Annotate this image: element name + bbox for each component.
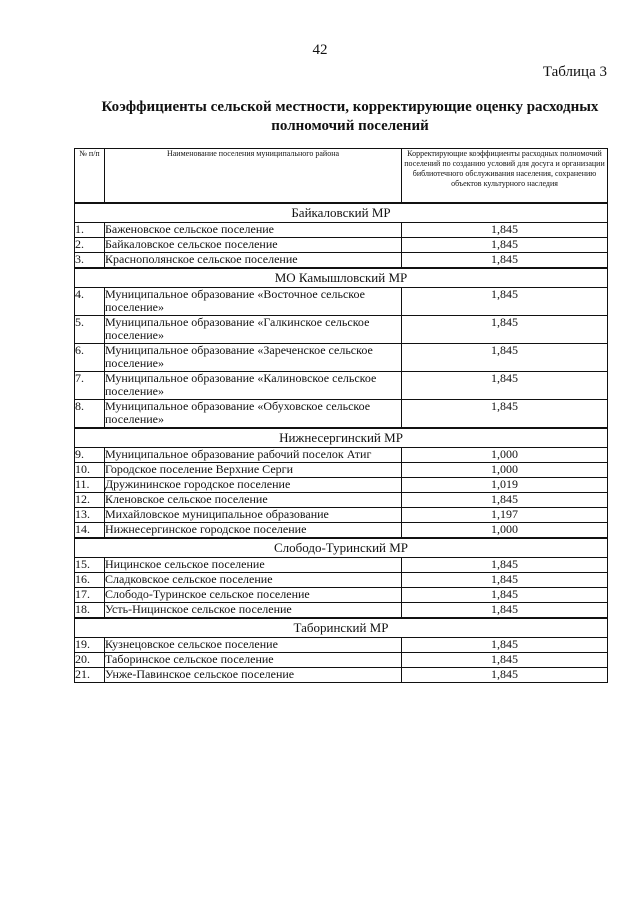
settlement-name: Дружининское городское поселение	[105, 477, 402, 492]
table-row	[75, 252, 608, 268]
row-number: 1.	[75, 222, 105, 237]
table-row	[75, 222, 608, 237]
table-row	[75, 667, 608, 682]
settlement-name: Муниципальное образование «Калиновское сельское поселение»	[105, 371, 402, 399]
coefficient-value: 1,845	[402, 252, 608, 268]
table-row	[75, 602, 608, 618]
group-name: МО Камышловский МР	[75, 268, 608, 288]
settlement-name: Михайловское муниципальное образование	[105, 507, 402, 522]
row-number: 8.	[75, 399, 105, 428]
row-number: 4.	[75, 287, 105, 315]
row-number: 7.	[75, 371, 105, 399]
group-name: Таборинский МР	[75, 618, 608, 638]
group-row	[75, 268, 608, 288]
settlement-name: Муниципальное образование «Зареченское сельское поселение»	[105, 343, 402, 371]
table-row	[75, 371, 608, 399]
coefficient-value: 1,845	[402, 222, 608, 237]
group-row	[75, 428, 608, 448]
coefficient-value: 1,845	[402, 587, 608, 602]
group-row	[75, 538, 608, 558]
page-number: 42	[312, 42, 328, 58]
header-name: Наименование поселения муниципального района	[105, 149, 402, 203]
table-row	[75, 652, 608, 667]
table-row	[75, 343, 608, 371]
coefficient-value: 1,845	[402, 652, 608, 667]
settlement-name: Унже-Павинское сельское поселение	[105, 667, 402, 682]
coefficient-value: 1,845	[402, 557, 608, 572]
coefficient-value: 1,845	[402, 371, 608, 399]
row-number: 3.	[75, 252, 105, 268]
row-number: 6.	[75, 343, 105, 371]
coefficient-value: 1,845	[402, 343, 608, 371]
coefficient-value: 1,845	[402, 237, 608, 252]
settlement-name: Городское поселение Верхние Серги	[105, 462, 402, 477]
coefficient-value: 1,000	[402, 462, 608, 477]
table-header-row	[75, 149, 608, 203]
table-row	[75, 477, 608, 492]
row-number: 12.	[75, 492, 105, 507]
table-body	[75, 203, 608, 683]
table-row	[75, 557, 608, 572]
settlement-name: Слободо-Туринское сельское поселение	[105, 587, 402, 602]
table-row	[75, 399, 608, 428]
row-number: 20.	[75, 652, 105, 667]
settlement-name: Сладковское сельское поселение	[105, 572, 402, 587]
coefficient-value: 1,019	[402, 477, 608, 492]
row-number: 16.	[75, 572, 105, 587]
row-number: 9.	[75, 447, 105, 462]
settlement-name: Муниципальное образование «Восточное сельское поселение»	[105, 287, 402, 315]
row-number: 11.	[75, 477, 105, 492]
table-label: Таблица 3	[542, 64, 607, 80]
coefficient-value: 1,845	[402, 399, 608, 428]
coefficient-value: 1,845	[402, 572, 608, 587]
coefficient-value: 1,845	[402, 287, 608, 315]
settlement-name: Байкаловское сельское поселение	[105, 237, 402, 252]
settlement-name: Кленовское сельское поселение	[105, 492, 402, 507]
row-number: 17.	[75, 587, 105, 602]
table-row	[75, 287, 608, 315]
coefficient-value: 1,197	[402, 507, 608, 522]
table-row	[75, 637, 608, 652]
table-row	[75, 507, 608, 522]
row-number: 5.	[75, 315, 105, 343]
group-row	[75, 203, 608, 223]
group-row	[75, 618, 608, 638]
header-num: № п/п	[75, 149, 105, 203]
row-number: 18.	[75, 602, 105, 618]
table-row	[75, 587, 608, 602]
coefficient-value: 1,000	[402, 522, 608, 538]
row-number: 13.	[75, 507, 105, 522]
settlement-name: Ницинское сельское поселение	[105, 557, 402, 572]
settlement-name: Краснополянское сельское поселение	[105, 252, 402, 268]
table-row	[75, 315, 608, 343]
group-name: Слободо-Туринский МР	[75, 538, 608, 558]
row-number: 10.	[75, 462, 105, 477]
coefficients-table	[74, 148, 608, 683]
row-number: 14.	[75, 522, 105, 538]
coefficient-value: 1,845	[402, 667, 608, 682]
table-row	[75, 237, 608, 252]
coefficient-value: 1,845	[402, 492, 608, 507]
coefficient-value: 1,845	[402, 637, 608, 652]
settlement-name: Кузнецовское сельское поселение	[105, 637, 402, 652]
table-row	[75, 522, 608, 538]
row-number: 2.	[75, 237, 105, 252]
table-row	[75, 492, 608, 507]
table-row	[75, 447, 608, 462]
settlement-name: Муниципальное образование «Обуховское сельское поселение»	[105, 399, 402, 428]
table-row	[75, 462, 608, 477]
settlement-name: Баженовское сельское поселение	[105, 222, 402, 237]
row-number: 19.	[75, 637, 105, 652]
coefficient-value: 1,845	[402, 315, 608, 343]
settlement-name: Нижнесергинское городское поселение	[105, 522, 402, 538]
group-name: Байкаловский МР	[75, 203, 608, 223]
row-number: 15.	[75, 557, 105, 572]
page-title: Коэффициенты сельской местности, корректирующие оценку расходных полномочий поселений	[101, 99, 599, 134]
coefficient-value: 1,845	[402, 602, 608, 618]
group-name: Нижнесергинский МР	[75, 428, 608, 448]
row-number: 21.	[75, 667, 105, 682]
header-coef: Корректирующие коэффициенты расходных полномочий поселений по созданию условий для досуга и организации библиотечного обслуживания населения, сохранению объектов культурного наследия	[402, 149, 608, 203]
settlement-name: Усть-Ницинское сельское поселение	[105, 602, 402, 618]
settlement-name: Муниципальное образование рабочий поселок Атиг	[105, 447, 402, 462]
table-row	[75, 572, 608, 587]
coefficient-value: 1,000	[402, 447, 608, 462]
settlement-name: Муниципальное образование «Галкинское сельское поселение»	[105, 315, 402, 343]
settlement-name: Таборинское сельское поселение	[105, 652, 402, 667]
